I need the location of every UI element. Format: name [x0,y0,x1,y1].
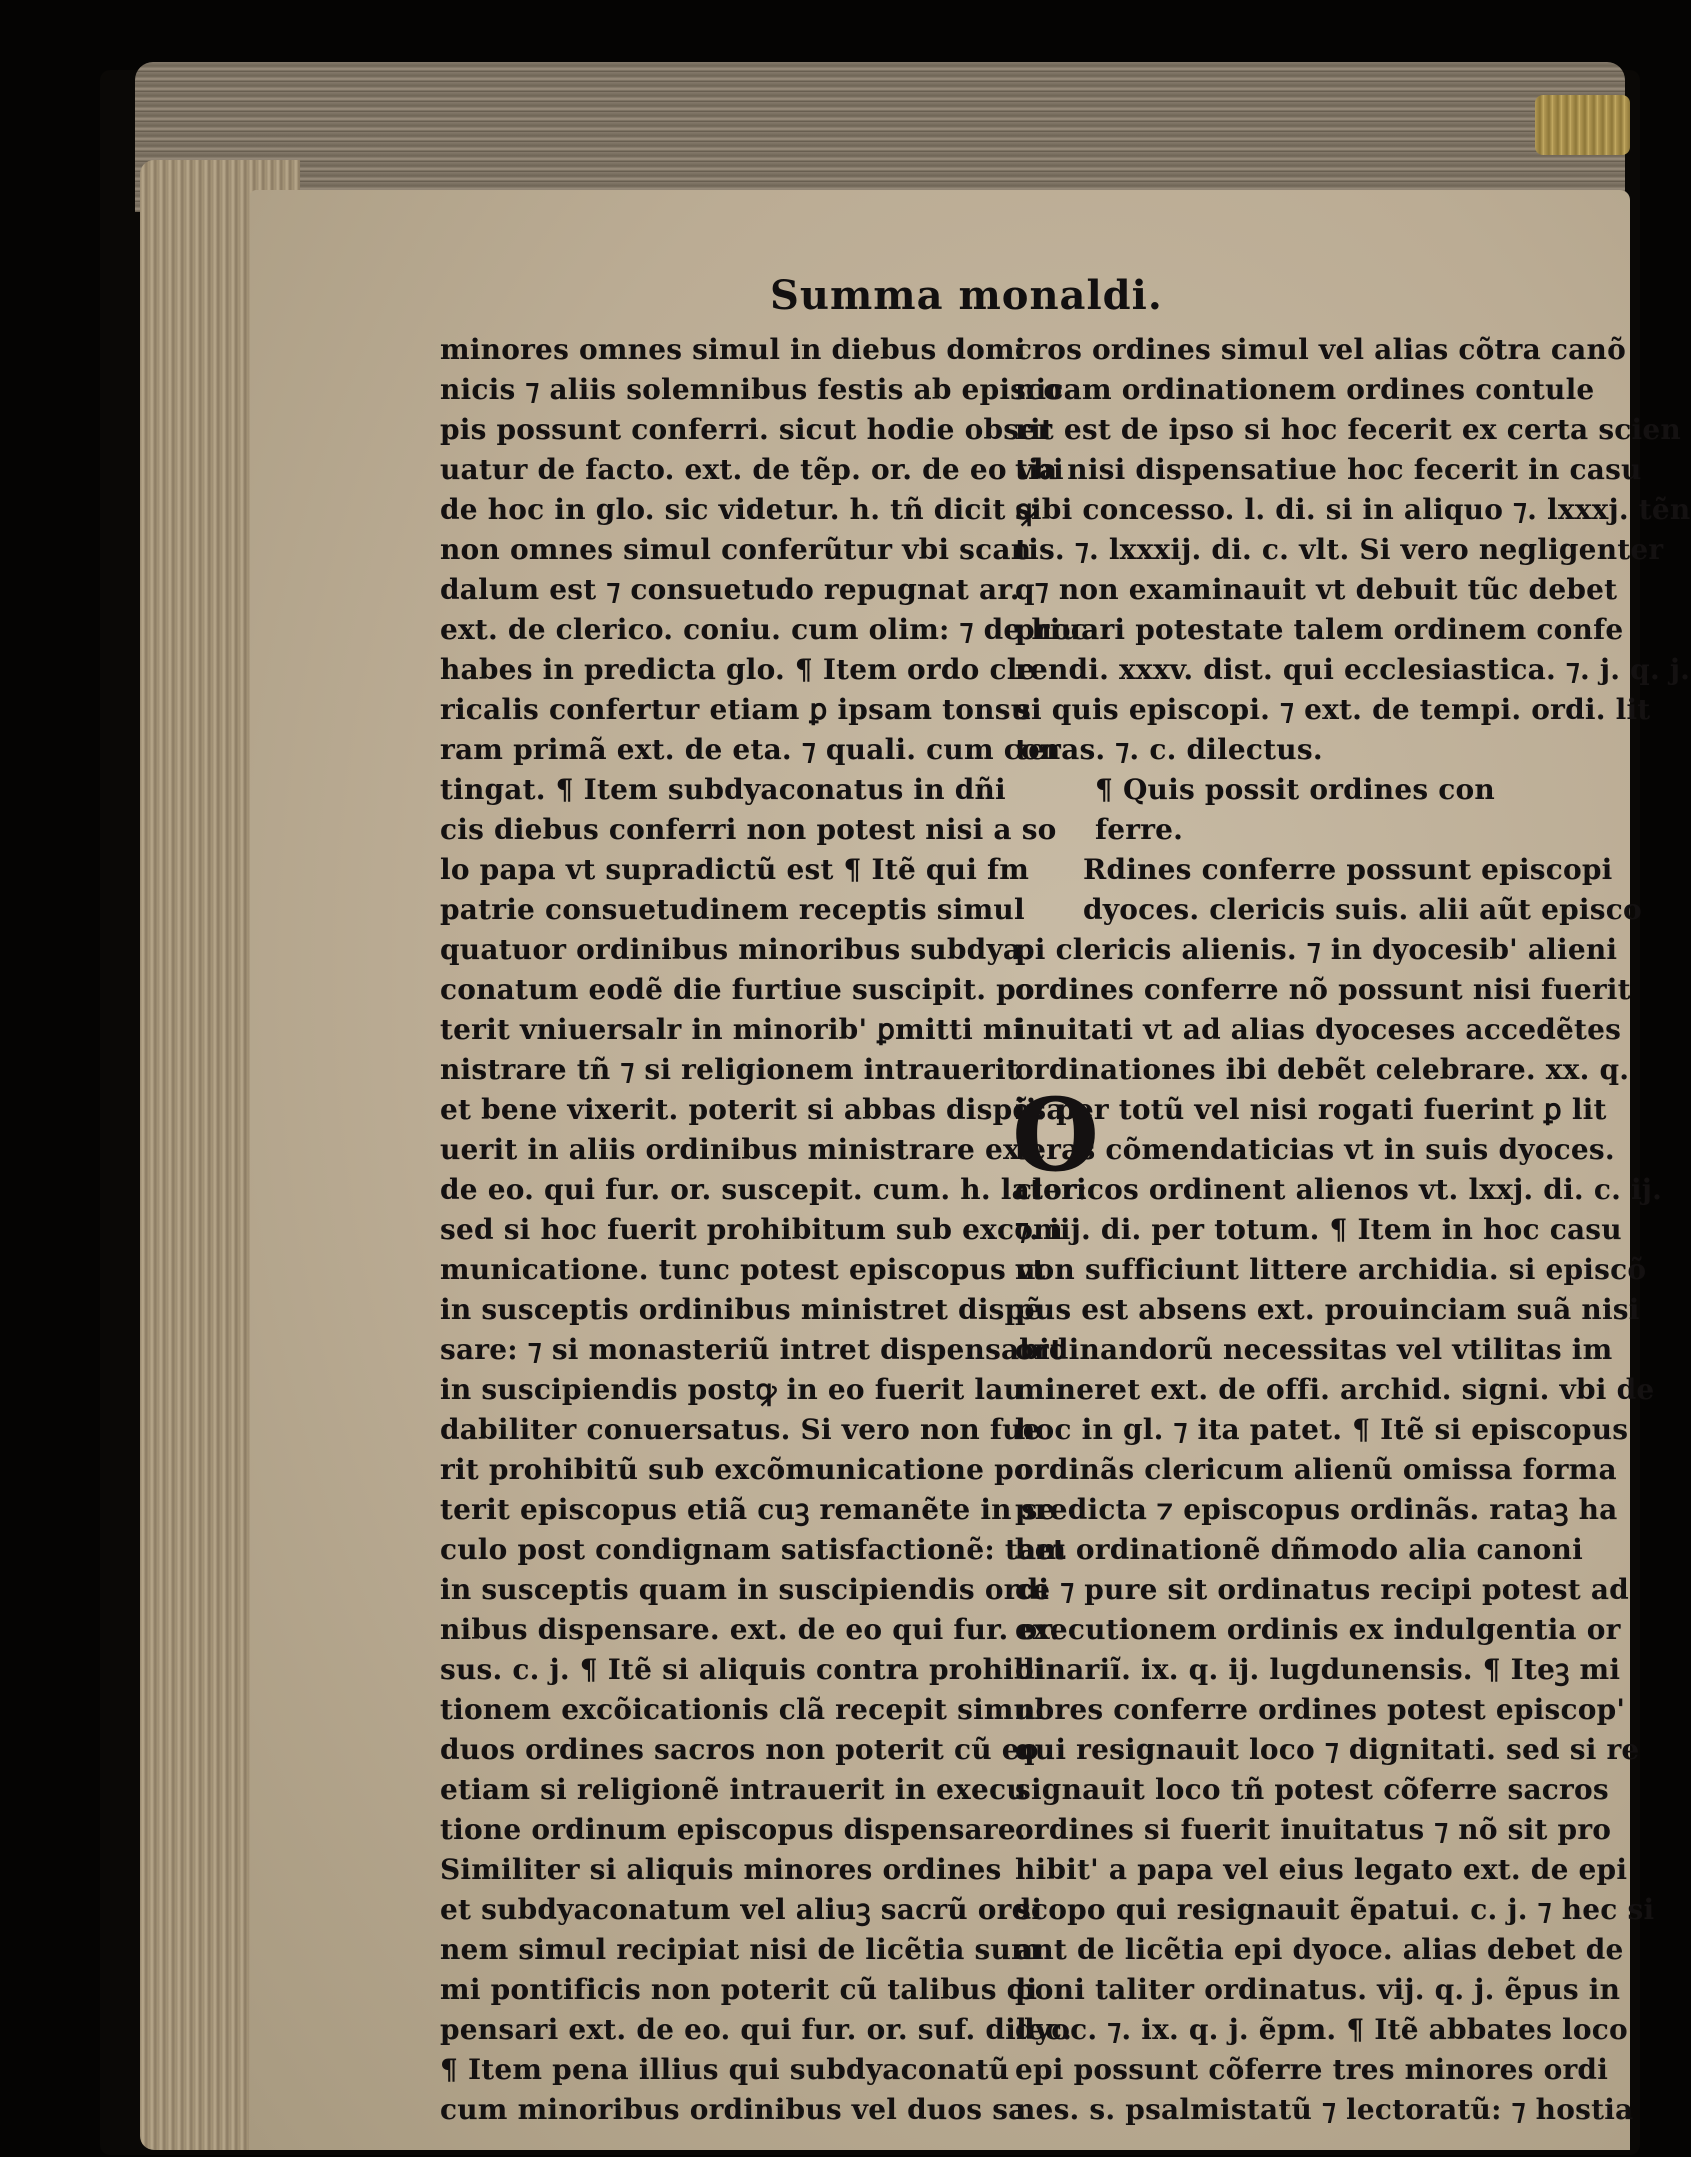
text-line: clericos ordinent alienos vt. lxxj. di. c. ij. [1015,1173,1663,1206]
text-line: predicta ⁊ episcopus ordinãs. rataꝫ ha [1015,1493,1618,1526]
text-line: rit prohibitũ sub excõmunicatione po [440,1453,1033,1486]
text-line: cros ordines simul vel alias cõtra canõ [1015,333,1626,366]
text-line: ordinationes ibi debẽt celebrare. xx. q. [1015,1053,1630,1086]
text-line: minores omnes simul in diebus domi [440,333,1026,366]
text-line: in susceptis quam in suscipiendis ordi [440,1573,1050,1606]
text-line: duos ordines sacros non poterit cũ eo [440,1733,1039,1766]
text-line: Rdines conferre possunt episcopi [1083,853,1613,886]
text-line: ant de licẽtia epi dyoce. alias debet de [1015,1933,1624,1966]
text-line: mi pontificis non poterit cũ talibus di [440,1973,1038,2006]
text-line: conatum eodẽ die furtiue suscipit. po [440,973,1035,1006]
text-line: habes in predicta glo. ¶ Item ordo cle [440,653,1036,686]
text-line: signauit loco tñ potest cõferre sacros [1015,1773,1609,1806]
text-line: ordines si fuerit inuitatus ⁊ nõ sit pro [1015,1813,1612,1846]
text-line: nores conferre ordines potest episcop' [1015,1693,1626,1726]
text-line: non sufficiunt littere archidia. si episcõ [1015,1253,1647,1286]
text-line: dyoc. ⁊. ix. q. j. ẽpm. ¶ Itẽ abbates loco [1015,2013,1628,2046]
text-line: qui resignauit loco ⁊ dignitati. sed si re [1015,1733,1640,1766]
text-line: nicam ordinationem ordines contule [1015,373,1595,406]
text-line: sed si hoc fuerit prohibitum sub excom [440,1213,1063,1246]
text-line: dinariĩ. ix. q. ij. lugdunensis. ¶ Iteꝫ mi [1015,1653,1621,1686]
text-line: inuitati vt ad alias dyoceses accedẽtes [1015,1013,1622,1046]
text-line: cis diebus conferri non potest nisi a so [440,813,1057,846]
text-line: ¶ Item pena illius qui subdyaconatũ [440,2053,1010,2086]
text-line: sare: ⁊ si monasteriũ intret dispensabit [440,1333,1064,1366]
clasp-tab [1535,95,1630,155]
text-line: dalum est ⁊ consuetudo repugnat ar. [440,573,1020,606]
text-line: uatur de facto. ext. de tẽp. or. de eo vbi [440,453,1064,486]
text-line: tingat. ¶ Item subdyaconatus in dñi [440,773,1006,806]
text-line: nem simul recipiat nisi de licẽtia sum [440,1933,1041,1966]
running-head: Summa monaldi. [770,272,1163,319]
text-line: poni taliter ordinatus. vij. q. j. ẽpus in [1015,1973,1621,2006]
text-line: tionem excõicationis clã recepit simul [440,1693,1046,1726]
section-heading: ¶ Quis possit ordines con [1095,773,1495,806]
text-line: ⁊. iij. di. per totum. ¶ Item in hoc casu [1015,1213,1622,1246]
text-line: cum minoribus ordinibus vel duos sa [440,2093,1027,2126]
text-line: municatione. tunc potest episcopus vt [440,1253,1046,1286]
text-line: etiam si religionẽ intrauerit in execu [440,1773,1027,1806]
text-line: lo papa vt supradictũ est ¶ Itẽ qui fm [440,853,1030,886]
text-line: ordinandorũ necessitas vel vtilitas im [1015,1333,1613,1366]
text-line: ext. de clerico. coniu. cum olim: ⁊ de hoc [440,613,1088,646]
text-line: uerit in aliis ordinibus ministrare ext. [440,1133,1043,1166]
text-line: teras. ⁊. c. dilectus. [1015,733,1323,766]
text-line: tia nisi dispensatiue hoc fecerit in casu [1015,453,1642,486]
text-line: in susceptis ordinibus ministret dispẽ [440,1293,1043,1326]
text-line: priuari potestate talem ordinem confe [1015,613,1624,646]
text-line: tione ordinum episcopus dispensare. [440,1813,1026,1846]
text-line: sibi concesso. l. di. si in aliquo ⁊. lxxxj. tẽn [1015,493,1691,526]
text-line: quatuor ordinibus minoribus subdya [440,933,1022,966]
drop-cap-initial: O [1012,1076,1100,1194]
text-line: epi possunt cõferre tres minores ordi [1015,2053,1609,2086]
text-line: sus. c. j. ¶ Itẽ si aliquis contra prohibi [440,1653,1045,1686]
text-line: teras cõmendaticias vt in suis dyoces. [1015,1133,1615,1166]
text-line: rendi. xxxv. dist. qui ecclesiastica. ⁊. j. q. j. [1015,653,1691,686]
text-line: ricalis confertur etiam ꝑ ipsam tonsu [440,693,1032,726]
text-line: rit est de ipso si hoc fecerit ex certa scien [1015,413,1681,446]
text-line: nicis ⁊ aliis solemnibus festis ab episco [440,373,1063,406]
text-line: de hoc in glo. sic videtur. h. tñ dicit ꝙ [440,493,1037,526]
text-line: si quis episcopi. ⁊ ext. de tempi. ordi. lit [1015,693,1651,726]
left-column [440,330,1088,2130]
text-line: scopo qui resignauit ẽpatui. c. j. ⁊ hec si [1015,1893,1655,1926]
text-line: q⁊ non examinauit vt debuit tũc debet [1015,573,1618,606]
text-line: ordinãs clericum alienũ omissa forma [1015,1453,1617,1486]
text-line: et bene vixerit. poterit si abbas dispẽsa [440,1093,1065,1126]
text-line: nistrare tñ ⁊ si religionem intrauerit [440,1053,1019,1086]
text-line: pi clericis alienis. ⁊ in dyocesib' alieni [1015,933,1618,966]
text-line: ordines conferre nõ possunt nisi fuerit [1015,973,1631,1006]
text-line: de eo. qui fur. or. suscepit. cum. h. lator: [440,1173,1088,1206]
text-line: dyoces. clericis suis. alii aũt episco [1083,893,1642,926]
text-line: executionem ordinis ex indulgentia or [1015,1613,1621,1646]
text-line: tis. ⁊. lxxxij. di. c. vlt. Si vero negligenter [1015,533,1664,566]
text-line: in suscipiendis postꝙ in eo fuerit lau [440,1373,1025,1406]
text-line: ram primã ext. de eta. ⁊ quali. cum con [440,733,1061,766]
text-line: culo post condignam satisfactionẽ: tam [440,1533,1067,1566]
text-line: non omnes simul conferũtur vbi scan [440,533,1032,566]
right-column [1015,330,1691,2130]
text-line: pensari ext. de eo. qui fur. or. suf. dilec. [440,2013,1073,2046]
text-line: dabiliter conuersatus. Si vero non fue [440,1413,1041,1446]
text-line: pus est absens ext. prouinciam suã nisi [1015,1293,1640,1326]
text-line: Similiter si aliquis minores ordines [440,1853,1002,1886]
text-line: nes. s. psalmistatũ ⁊ lectoratũ: ⁊ hostia [1015,2093,1634,2126]
text-line: nibus dispensare. ext. de eo qui fur. or. [440,1613,1060,1646]
text-line: hibit' a papa vel eius legato ext. de epi [1015,1853,1628,1886]
text-line: patrie consuetudinem receptis simul [440,893,1025,926]
text-line: terit vniuersalr in minorib' ꝑmitti mi [440,1013,1024,1046]
text-line: ij. per totũ vel nisi rogati fuerint ꝑ lit [1015,1093,1607,1126]
text-line: ce ⁊ pure sit ordinatus recipi potest ad [1015,1573,1629,1606]
text-line: bet ordinationẽ dñmodo alia canoni [1015,1533,1583,1566]
section-heading-continued: ferre. [1095,813,1184,846]
text-line: terit episcopus etiã cuꝫ remanẽte in se [440,1493,1056,1526]
text-line: hoc in gl. ⁊ ita patet. ¶ Itẽ si episcopus [1015,1413,1629,1446]
text-line: et subdyaconatum vel aliuꝫ sacrũ ordi [440,1893,1043,1926]
text-line: pis possunt conferri. sicut hodie obser [440,413,1053,446]
text-line: mineret ext. de offi. archid. signi. vbi de [1015,1373,1655,1406]
